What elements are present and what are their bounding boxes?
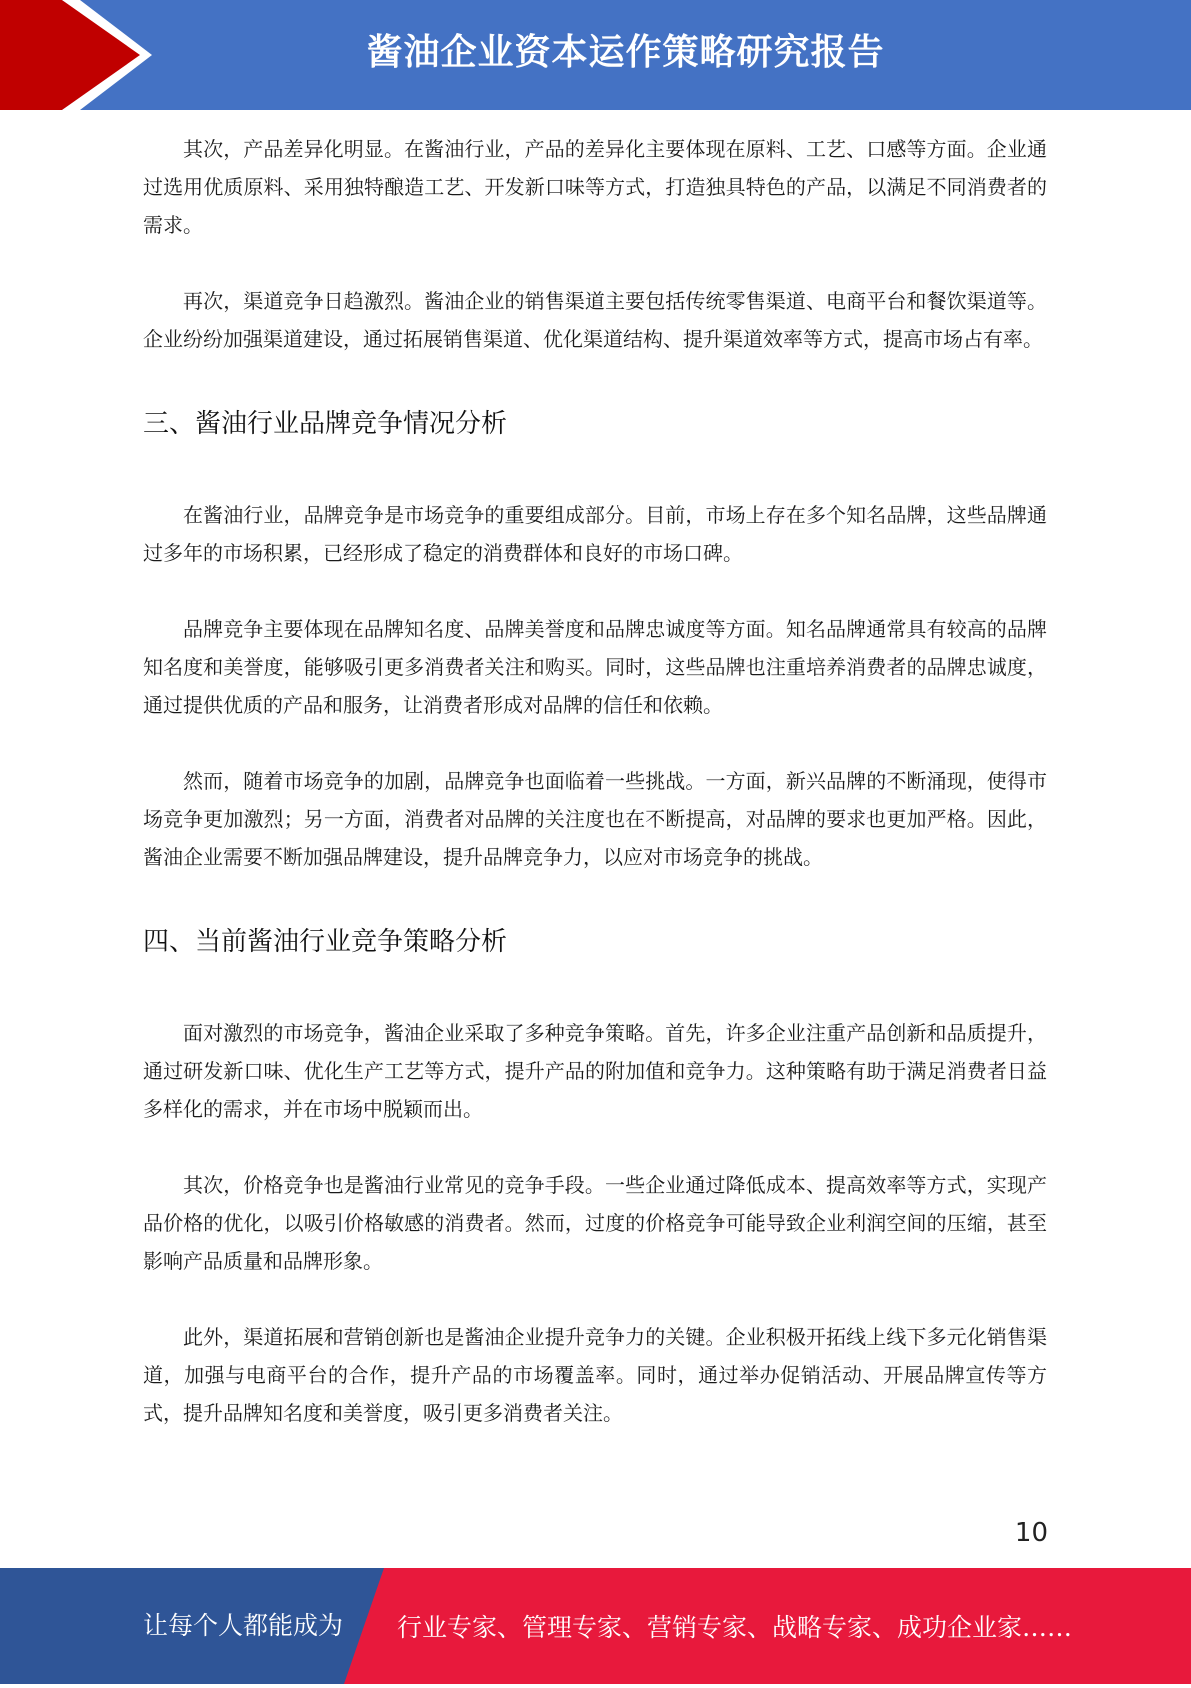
- section-heading-3: 三、酱油行业品牌竞争情况分析: [143, 409, 508, 439]
- paragraph: 其次，价格竞争也是酱油行业常见的竞争手段。一些企业通过降低成本、提高效率等方式，实现产品价格的优化，以吸引价格敏感的消费者。然而，过度的价格竞争可能导致企业利润空间的压缩，甚至影响产品质量和品牌形象。: [143, 1173, 1047, 1273]
- page-footer: [0, 1568, 1191, 1684]
- paragraph: 其次，产品差异化明显。在酱油行业，产品的差异化主要体现在原料、工艺、口感等方面。企业通过选用优质原料、采用独特酿造工艺、开发新口味等方式，打造独具特色的产品，以满足不同消费者的需求。: [143, 137, 1047, 237]
- footer-slogan-right: 行业专家、管理专家、营销专家、战略专家、成功企业家……: [397, 1613, 1073, 1642]
- paragraph: 在酱油行业，品牌竞争是市场竞争的重要组成部分。目前，市场上存在多个知名品牌，这些品牌通过多年的市场积累，已经形成了稳定的消费群体和良好的市场口碑。: [143, 503, 1047, 565]
- paragraph: 此外，渠道拓展和营销创新也是酱油企业提升竞争力的关键。企业积极开拓线上线下多元化销售渠道，加强与电商平台的合作，提升产品的市场覆盖率。同时，通过举办促销活动、开展品牌宣传等方式，提升品牌知名度和美誉度，吸引更多消费者关注。: [143, 1325, 1047, 1425]
- document-body: [143, 130, 1047, 1432]
- section-heading-4: 四、当前酱油行业竞争策略分析: [143, 927, 508, 957]
- paragraph: 然而，随着市场竞争的加剧，品牌竞争也面临着一些挑战。一方面，新兴品牌的不断涌现，使得市场竞争更加激烈；另一方面，消费者对品牌的关注度也在不断提高，对品牌的要求也更加严格。因此，酱油企业需要不断加强品牌建设，提升品牌竞争力，以应对市场竞争的挑战。: [143, 769, 1047, 869]
- footer-slogan-left: 让每个人都能成为: [143, 1611, 344, 1640]
- page-header: [0, 0, 1191, 110]
- paragraph: 面对激烈的市场竞争，酱油企业采取了多种竞争策略。首先，许多企业注重产品创新和品质提升，通过研发新口味、优化生产工艺等方式，提升产品的附加值和竞争力。这种策略有助于满足消费者日益多样化的需求，并在市场中脱颖而出。: [143, 1021, 1047, 1121]
- paragraph: 品牌竞争主要体现在品牌知名度、品牌美誉度和品牌忠诚度等方面。知名品牌通常具有较高的品牌知名度和美誉度，能够吸引更多消费者关注和购买。同时，这些品牌也注重培养消费者的品牌忠诚度，通过提供优质的产品和服务，让消费者形成对品牌的信任和依赖。: [143, 617, 1047, 717]
- page-title: 酱油企业资本运作策略研究报告: [366, 32, 885, 73]
- page-number: 10: [1014, 1518, 1048, 1548]
- paragraph: 再次，渠道竞争日趋激烈。酱油企业的销售渠道主要包括传统零售渠道、电商平台和餐饮渠道等。企业纷纷加强渠道建设，通过拓展销售渠道、优化渠道结构、提升渠道效率等方式，提高市场占有率。: [143, 289, 1047, 351]
